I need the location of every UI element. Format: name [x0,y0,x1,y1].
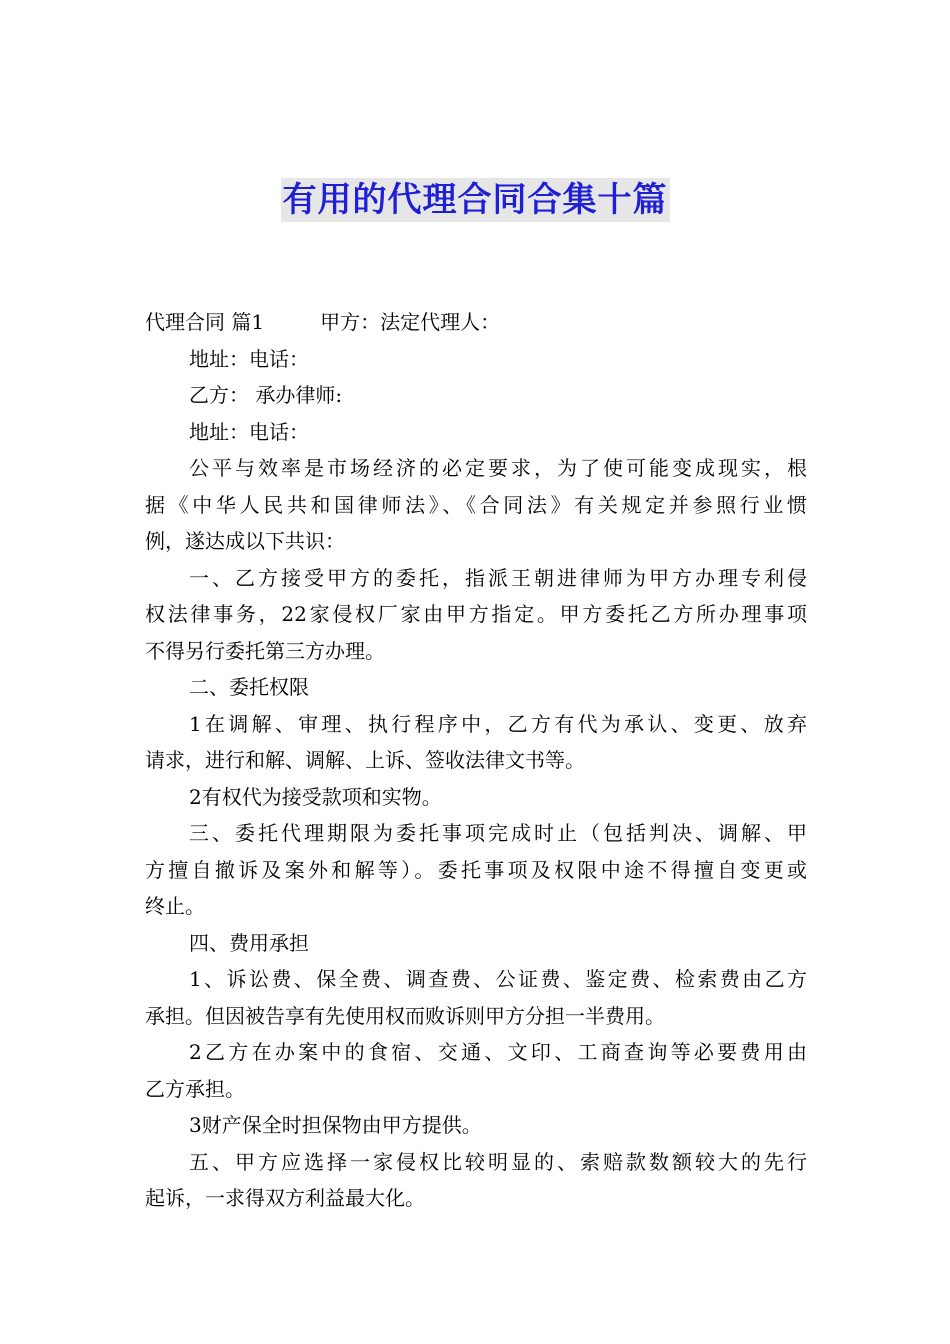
text-line: 权法律事务，22家侵权厂家由甲方指定。甲方委托乙方所办理事项 [145,602,807,626]
text-line: 一、乙方接受甲方的委托，指派王朝进律师为甲方办理专利侵 [189,565,807,590]
text-line: 二、委托权限 [189,675,309,699]
text-line: 地址：电话： [189,419,309,444]
text-line: 方擅自撤诉及案外和解等）。委托事项及权限中途不得擅自变更或 [145,857,807,882]
document-body [145,304,807,1217]
text-line: 起诉，一求得双方利益最大化。 [145,1186,425,1210]
text-line: 地址：电话： [189,346,309,371]
text-line: 公平与效率是市场经济的必定要求，为了使可能变成现实，根 [189,456,807,480]
text-line: 1、诉讼费、保全费、调查费、公证费、鉴定费、检索费由乙方 [189,967,807,991]
title-container [0,178,950,222]
text-line: 乙方： 承办律师: [189,383,343,407]
text-line: 五、甲方应选择一家侵权比较明显的、索赔款数额较大的先行 [189,1149,807,1174]
text-line: 不得另行委托第三方办理。 [145,638,385,663]
text-line: 终止。 [145,894,205,918]
text-line: 例，遂达成以下共识： [145,529,345,553]
text-line: 乙方承担。 [145,1076,245,1101]
party-a-line: 甲方：法定代理人： [320,310,501,334]
text-line: 四、费用承担 [189,930,309,955]
text-line: 3财产保全时担保物由甲方提供。 [189,1113,482,1137]
text-line: 1在调解、审理、执行程序中，乙方有代为承认、变更、放弃 [189,711,807,736]
text-line: 三、委托代理期限为委托事项完成时止（包括判决、调解、甲 [189,821,807,845]
header-line [145,304,807,341]
text-line: 请求，进行和解、调解、上诉、签收法律文书等。 [145,748,585,772]
document-title: 有用的代理合同合集十篇 [282,180,668,220]
section-label: 代理合同 篇1 [145,310,265,334]
text-line: 2有权代为接受款项和实物。 [189,784,442,809]
text-line: 承担。但因被告享有先使用权而败诉则甲方分担一半费用。 [145,1003,665,1028]
text-line: 据《中华人民共和国律师法》、《合同法》有关规定并参照行业惯 [145,492,807,517]
text-line: 2乙方在办案中的食宿、交通、文印、工商查询等必要费用由 [189,1040,807,1064]
